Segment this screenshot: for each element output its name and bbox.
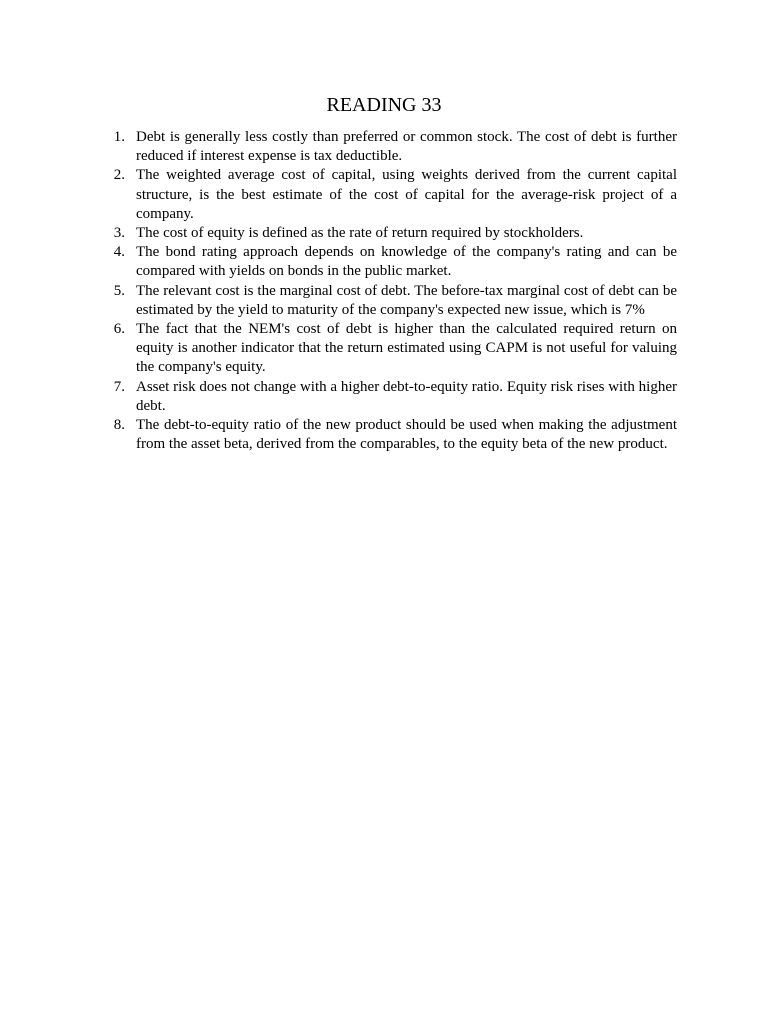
item-number: 7. (113, 378, 125, 395)
item-number: 2. (113, 167, 125, 184)
item-text: The weighted average cost of capital, using weights derived from the current capital structure, is the best estimate of the cost of capital for the average-risk project of a company. (136, 167, 677, 222)
list-item (100, 166, 677, 224)
item-number: 5. (113, 282, 125, 299)
item-text: The bond rating approach depends on knowledge of the company's rating and can be compared with yields on bonds in the public market. (136, 244, 677, 280)
list-item (100, 378, 677, 416)
item-number: 6. (113, 321, 125, 338)
item-number: 8. (113, 417, 125, 434)
item-text: The cost of equity is defined as the rate of return required by stockholders. (136, 225, 584, 242)
item-text: The fact that the NEM's cost of debt is higher than the calculated required return on equity is another indicator that the return estimated using CAPM is not useful for valuing the company's equity. (136, 321, 677, 376)
item-text: The relevant cost is the marginal cost of debt. The before-tax marginal cost of debt can be estimated by the yield to maturity of the company's expected new issue, which is 7% (136, 282, 677, 318)
list-item (100, 243, 677, 281)
page-title: READING 33 (326, 94, 442, 116)
answer-list (100, 128, 677, 454)
list-item (100, 128, 677, 166)
item-text: Debt is generally less costly than preferred or common stock. The cost of debt is further reduced if interest expense is tax deductible. (136, 129, 677, 165)
item-number: 1. (113, 129, 125, 145)
item-text: The debt-to-equity ratio of the new product should be used when making the adjustment from the asset beta, derived from the comparables, to the equity beta of the new product. (136, 417, 677, 453)
item-number: 3. (113, 225, 125, 242)
list-item (100, 320, 677, 378)
item-number: 4. (113, 244, 125, 261)
item-text: Asset risk does not change with a higher debt-to-equity ratio. Equity risk rises with higher debt. (136, 378, 677, 414)
list-item (100, 416, 677, 454)
list-item (100, 224, 677, 243)
list-item (100, 282, 677, 320)
